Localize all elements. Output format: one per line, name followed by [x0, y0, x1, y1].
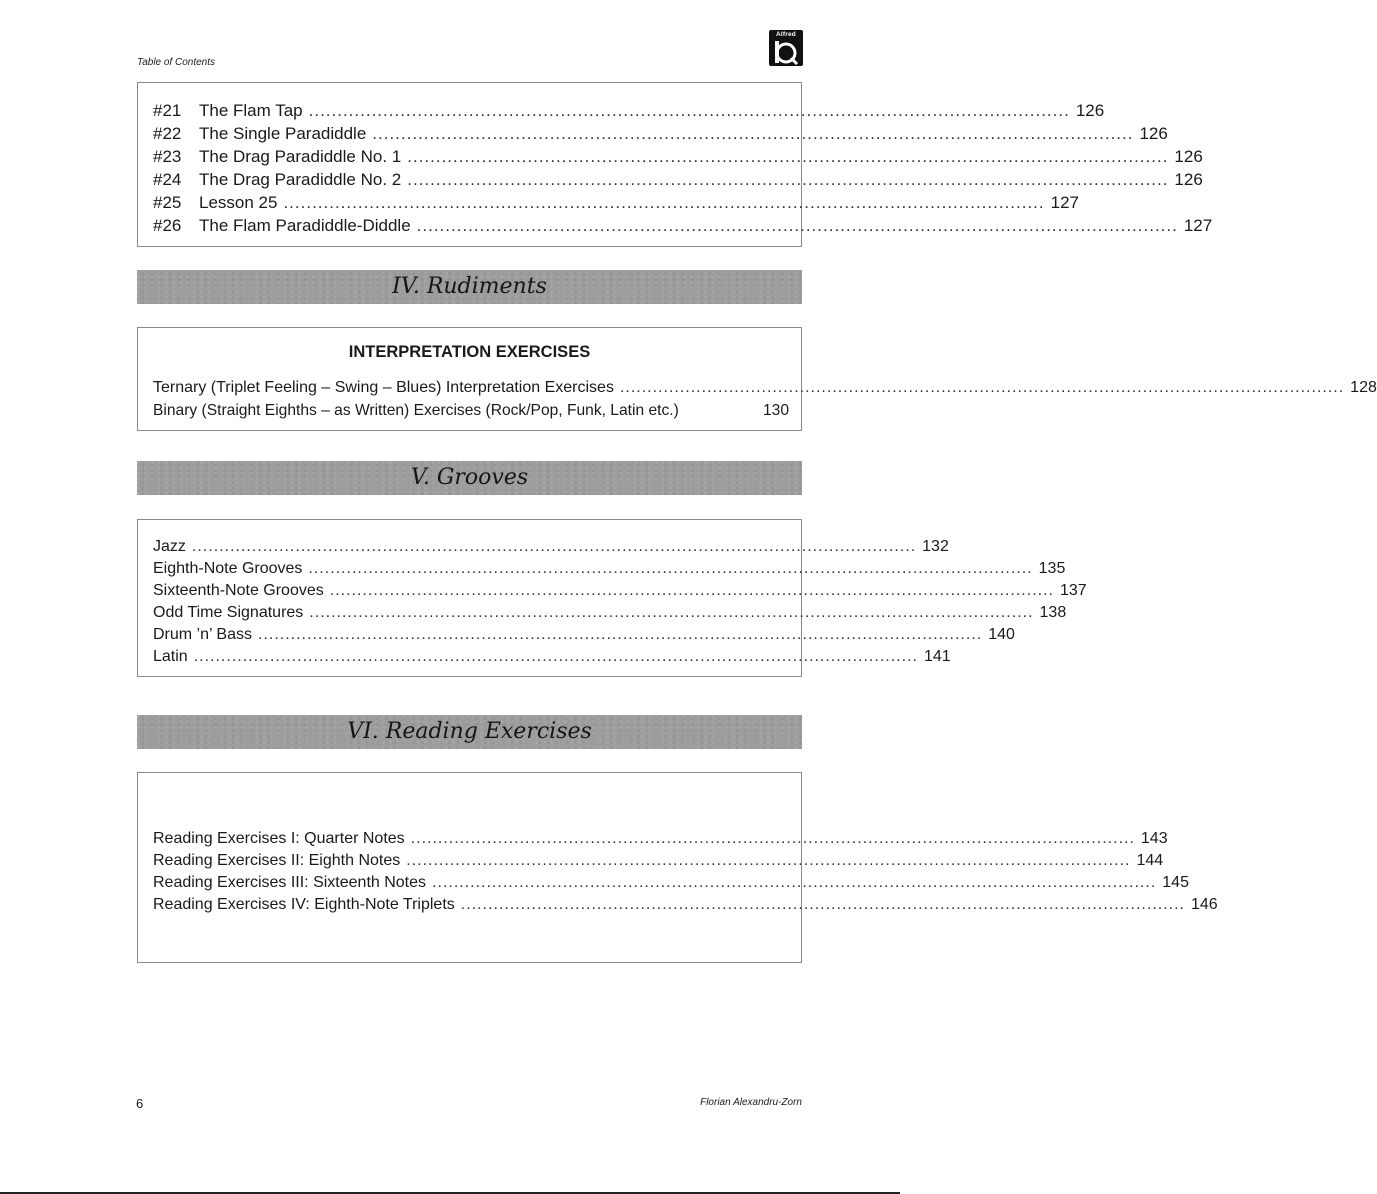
- toc-entry[interactable]: [153, 399, 789, 422]
- entry-page: 128: [1350, 379, 1377, 396]
- dot-leader: .....................................................................................................................................: [193, 648, 918, 665]
- entry-page: 146: [1191, 896, 1218, 913]
- section-banner-reading: VI. Reading Exercises: [137, 715, 802, 749]
- dot-leader: .....................................................................................................................................: [416, 216, 1178, 235]
- entry-title: Latin: [153, 648, 188, 665]
- toc-entry[interactable]: [153, 850, 1164, 873]
- entry-title: The Flam Tap: [199, 101, 303, 120]
- lesson-number: #22: [153, 124, 182, 143]
- lesson-number: #26: [153, 216, 182, 235]
- entry-title: The Drag Paradiddle No. 2: [199, 170, 402, 189]
- lesson-number: #24: [153, 170, 182, 189]
- dot-leader: .....................................................................................................................................: [329, 582, 1054, 599]
- dot-leader: .....................................................................................................................................: [460, 896, 1185, 913]
- entry-page: 141: [923, 648, 951, 665]
- entry-title: Ternary (Triplet Feeling – Swing – Blues) Interpretation Exercises: [153, 379, 614, 396]
- entry-title: Reading Exercises IV: Eighth-Note Triplets: [153, 896, 455, 913]
- dot-leader: .....................................................................................................................................: [619, 379, 1345, 396]
- entry-page: 126: [1139, 124, 1168, 143]
- dot-leader: .....................................................................................................................................: [283, 193, 1045, 212]
- entry-title: Jazz: [153, 538, 186, 555]
- entry-page: 135: [1038, 560, 1066, 577]
- toc-entry[interactable]: [153, 624, 1015, 647]
- entry-title: The Single Paradiddle: [199, 124, 367, 143]
- toc-entry[interactable]: [153, 872, 1189, 895]
- interpretation-toc-box: [137, 327, 1377, 431]
- footer-author: Florian Alexandru-Zorn: [700, 1097, 802, 1108]
- dot-leader: .....................................................................................................................................: [432, 874, 1157, 891]
- lesson-number: #25: [153, 193, 182, 212]
- section-banner-grooves: V. Grooves: [137, 461, 802, 495]
- publisher-logo-icon: [769, 30, 803, 66]
- lessons-toc-box: [137, 82, 1213, 247]
- toc-entry[interactable]: [153, 894, 1218, 917]
- entry-page: 130: [762, 402, 789, 419]
- entry-page: 127: [1183, 216, 1213, 235]
- toc-entry[interactable]: [153, 99, 1105, 122]
- lesson-number: #21: [153, 101, 182, 120]
- entry-page: 126: [1174, 170, 1203, 189]
- dot-leader: .....................................................................................................................................: [257, 626, 983, 643]
- toc-entry[interactable]: [153, 191, 1080, 214]
- entry-title: Reading Exercises III: Sixteenth Notes: [153, 874, 427, 891]
- dot-leader: .....................................................................................................................................: [407, 147, 1169, 166]
- toc-entry[interactable]: [153, 558, 1066, 581]
- entry-page: 127: [1050, 193, 1080, 212]
- entry-title: Sixteenth-Note Grooves: [153, 582, 324, 599]
- lesson-number: #23: [153, 147, 182, 166]
- dot-leader: .....................................................................................................................................: [308, 560, 1033, 577]
- entry-title: The Drag Paradiddle No. 1: [199, 147, 402, 166]
- entry-page: 126: [1174, 147, 1203, 166]
- grooves-toc-box: [137, 519, 1087, 677]
- entry-title: Reading Exercises II: Eighth Notes: [153, 852, 401, 869]
- dot-leader: .....................................................................................................................................: [407, 170, 1169, 189]
- publisher-logo: [769, 30, 803, 66]
- dot-leader: .....................................................................................................................................: [410, 830, 1135, 847]
- section-banner-rudiments: IV. Rudiments: [137, 270, 802, 304]
- entry-page: 138: [1039, 604, 1067, 621]
- toc-entry[interactable]: [153, 145, 1203, 168]
- page-number: 6: [136, 1096, 144, 1111]
- logo-text: Alfred: [776, 31, 796, 38]
- dot-leader: .....................................................................................................................................: [308, 101, 1070, 120]
- entry-title: Reading Exercises I: Quarter Notes: [153, 830, 405, 847]
- box-title: INTERPRETATION EXERCISES: [348, 343, 591, 361]
- toc-entry[interactable]: [153, 602, 1067, 625]
- entry-title: Drum ’n’ Bass: [153, 626, 252, 643]
- dot-leader: .....................................................................................................................................: [406, 852, 1131, 869]
- entry-page: 145: [1162, 874, 1189, 891]
- toc-entry[interactable]: [153, 122, 1168, 145]
- toc-entry[interactable]: [153, 646, 951, 669]
- dot-leader: .....................................................................................................................................: [309, 604, 1034, 621]
- entry-title: Odd Time Signatures: [153, 604, 304, 621]
- entry-title: The Flam Paradiddle-Diddle: [199, 216, 411, 235]
- entry-title: Binary (Straight Eighths – as Written) Exercises (Rock/Pop, Funk, Latin etc.): [153, 402, 679, 419]
- dot-leader: .....................................................................................................................................: [191, 538, 917, 555]
- entry-page: 137: [1059, 582, 1087, 599]
- dot-leader: .....................................................................................................................................: [372, 124, 1134, 143]
- toc-entry[interactable]: [153, 536, 949, 559]
- toc-entry[interactable]: [153, 214, 1213, 237]
- entry-page: 126: [1075, 101, 1105, 120]
- reading-toc-box: [137, 772, 1218, 963]
- toc-entry[interactable]: [153, 828, 1168, 851]
- toc-entry[interactable]: [153, 376, 1377, 399]
- toc-entry[interactable]: [153, 168, 1203, 191]
- entry-title: Eighth-Note Grooves: [153, 560, 303, 577]
- entry-page: 132: [922, 538, 949, 555]
- entry-page: 143: [1140, 830, 1168, 847]
- entry-title: Lesson 25: [199, 193, 278, 212]
- toc-entry[interactable]: [153, 580, 1087, 603]
- entry-page: 144: [1136, 852, 1164, 869]
- entry-page: 140: [988, 626, 1015, 643]
- running-header: Table of Contents: [137, 57, 216, 68]
